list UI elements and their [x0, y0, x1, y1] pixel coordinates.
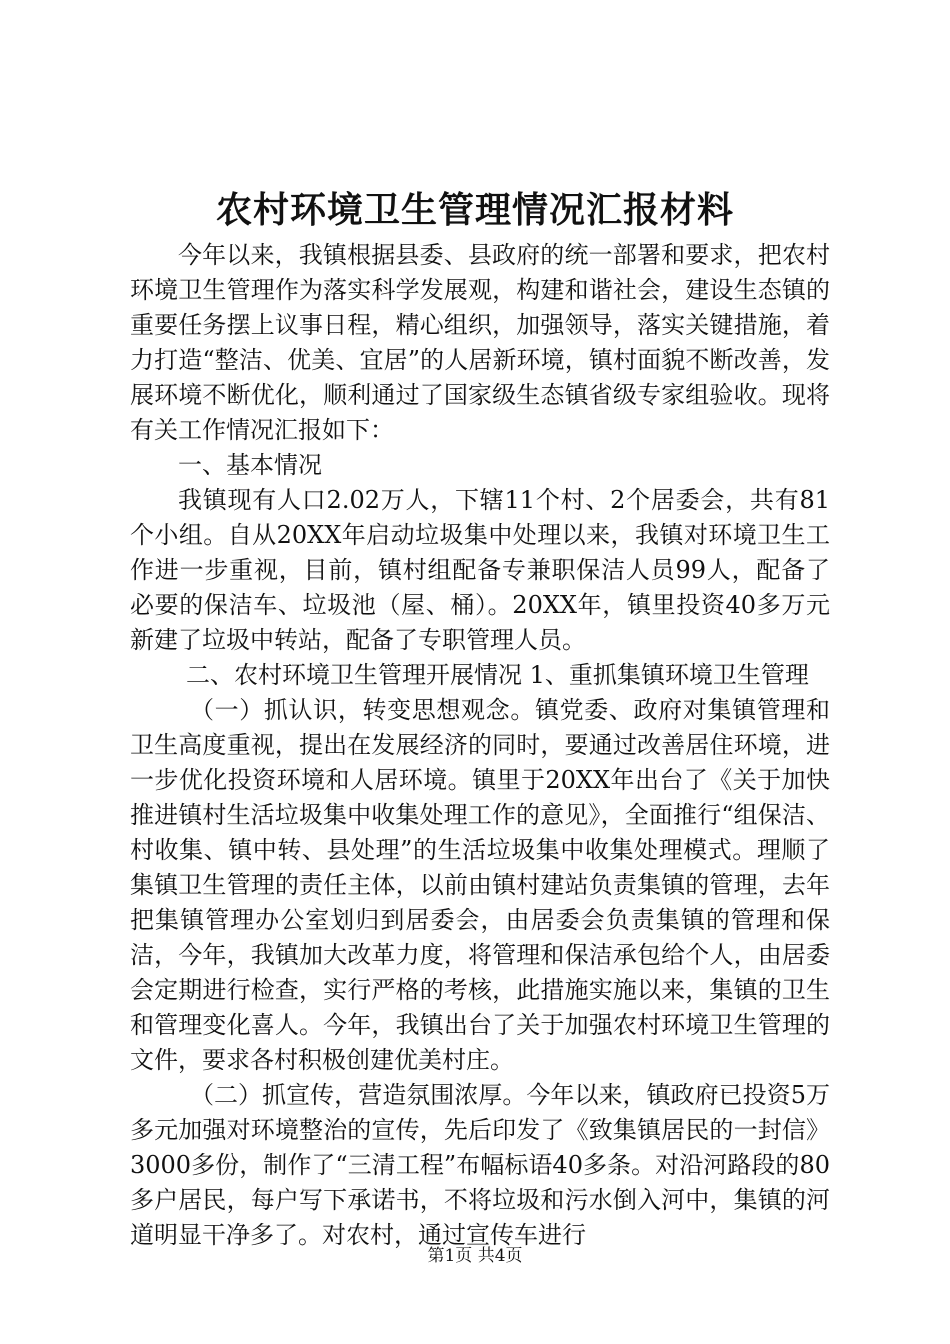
- heading-management-progress: 二、农村环境卫生管理开展情况 1、重抓集镇环境卫生管理: [186, 661, 809, 689]
- page-number: 第1页 共4页: [427, 1246, 523, 1266]
- paragraph-basic-situation: 我镇现有人口2.02万人，下辖11个村、2个居委会，共有81个小组。自从20XX年启动垃圾集中处理以来，我镇对环境卫生工作进一步重视，目前，镇村组配备专兼职保洁人员99人，配备了必要的保洁车、垃圾池（屋、桶）。20XX年，镇里投资40多万元新建了垃圾中转站，配备了专职管理人员。: [130, 486, 830, 654]
- heading-basic-situation: 一、基本情况: [178, 451, 322, 479]
- paragraph-intro: 今年以来，我镇根据县委、县政府的统一部署和要求，把农村环境卫生管理作为落实科学发展观，构建和谐社会，建设生态镇的重要任务摆上议事日程，精心组织，加强领导，落实关键措施，着力打造“整洁、优美、宜居”的人居新环境，镇村面貌不断改善，发展环境不断优化，顺利通过了国家级生态镇省级专家组验收。现将有关工作情况汇报如下：: [130, 241, 830, 444]
- paragraph-section-two: （二）抓宣传，营造氛围浓厚。今年以来，镇政府已投资5万多元加强对环境整治的宣传，先后印发了《致集镇居民的一封信》3000多份，制作了“三清工程”布幅标语40多条。对沿河路段的80多户居民，每户写下承诺书，不将垃圾和污水倒入河中，集镇的河道明显干净多了。对农村，通过宣传车进行: [130, 1081, 830, 1249]
- paragraph-section-one: （一）抓认识，转变思想观念。镇党委、政府对集镇管理和卫生高度重视，提出在发展经济的同时，要通过改善居住环境，进一步优化投资环境和人居环境。镇里于20XX年出台了《关于加快推进镇村生活垃圾集中收集处理工作的意见》，全面推行“组保洁、村收集、镇中转、县处理”的生活垃圾集中收集处理模式。理顺了集镇卫生管理的责任主体，以前由镇村建站负责集镇的管理，去年把集镇管理办公室划归到居委会，由居委会负责集镇的管理和保洁，今年，我镇加大改革力度，将管理和保洁承包给个人，由居委会定期进行检查，实行严格的考核，此措施实施以来，集镇的卫生和管理变化喜人。今年，我镇出台了关于加强农村环境卫生管理的文件，要求各村积极创建优美村庄。: [130, 696, 830, 1074]
- document-title: 农村环境卫生管理情况汇报材料: [215, 189, 734, 231]
- document-body: [130, 238, 830, 1253]
